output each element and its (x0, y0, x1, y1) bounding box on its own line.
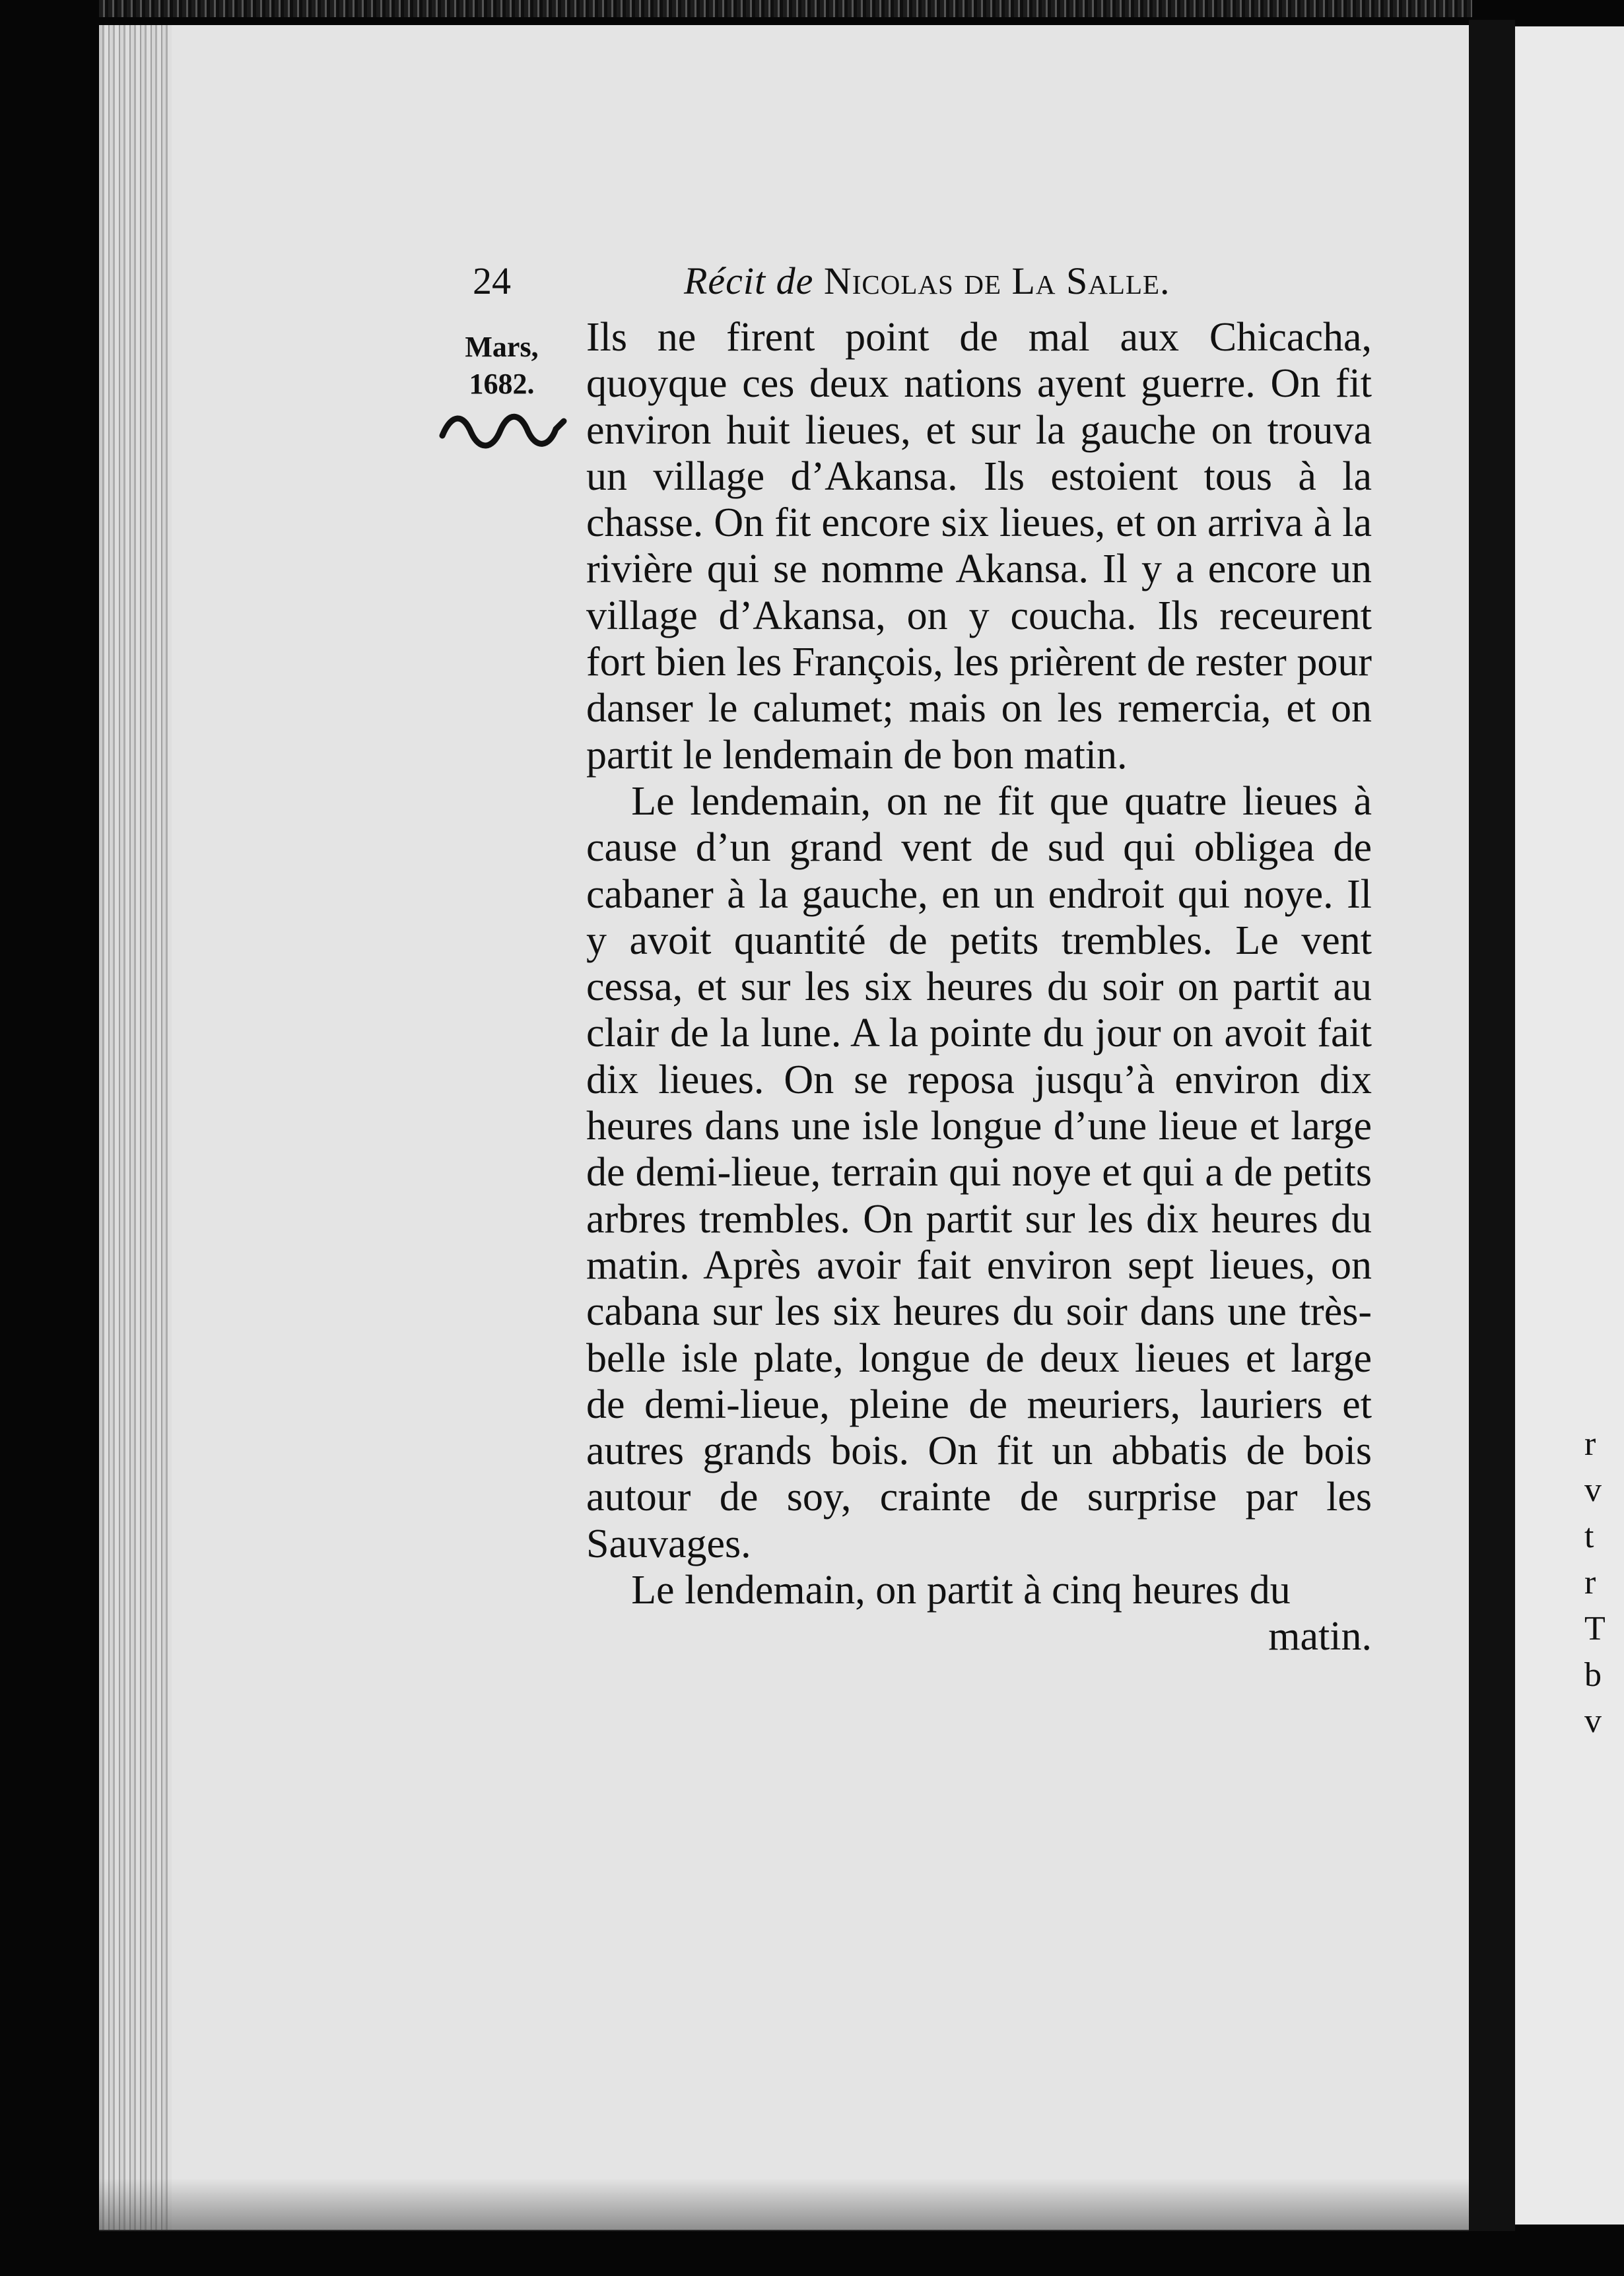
paragraph: Le lendemain, on partit à cinq heures du (631, 1568, 1291, 1613)
page-bottom-shadow (99, 2178, 1499, 2231)
facing-page (1515, 26, 1624, 2225)
running-title-author: Nicolas de La Salle. (823, 259, 1170, 302)
running-title-italic: Récit de (684, 259, 814, 302)
wave-ornament (437, 404, 569, 450)
facing-page-letter: r (1584, 1425, 1596, 1463)
scan-edge-top (99, 0, 1472, 17)
margin-year: 1682. (469, 368, 535, 400)
book-gutter (1469, 20, 1515, 2231)
facing-page-letter: t (1584, 1518, 1594, 1555)
paragraph: Le lendemain, on ne fit que quatre lieues à cause d’un grand vent de sud qui obligea de cabaner à la gauche, en un endroit qui noye. Il y avoit quantité de petits trembles. Le vent cessa, et sur les six heures du soir on partit au clair de la lune. A la pointe du jour on avoit fait dix lieues. On se reposa jusqu’à environ dix heures dans une isle longue d’une lieue et large de demi-lieue, terrain qui noye et qui a de petits arbres trembles. On partit sur les dix heures du matin. Après avoir fait environ sept lieues, on cabana sur les six heures du soir dans une très-belle isle plate, longue de deux lieues et large de demi-lieue, pleine de meuriers, lauriers et autres grands bois. On fit un abbatis de bois autour de soy, crainte de surprise par les Sauvages. (586, 778, 1372, 1566)
facing-page-letter: v (1584, 1702, 1602, 1740)
facing-page-letter: T (1584, 1610, 1606, 1648)
running-title (684, 259, 1170, 303)
facing-page-letter: b (1584, 1656, 1602, 1694)
running-header (473, 259, 1265, 305)
paragraph: Ils ne firent point de mal aux Chicacha, quoyque ces deux nations ayent guerre. On fit environ huit lieues, et sur la gauche on trouva un village d’Akansa. Ils estoient tous à la chasse. On fit encore six lieues, et on arriva à la rivière qui se nomme Akansa. Il y a encore un village d’Akansa, on y coucha. Ils receurent fort bien les François, les prièrent de rester pour danser le calumet; mais on les remercia, et on partit le lendemain de bon matin. (586, 315, 1372, 778)
body-text (586, 314, 1372, 1660)
closing-word: matin. (1268, 1614, 1372, 1659)
facing-page-letter: v (1584, 1471, 1602, 1509)
page-number: 24 (473, 259, 511, 302)
facing-page-letter: r (1584, 1564, 1596, 1601)
page-edge-stack (99, 25, 172, 2230)
marginal-date-note (456, 329, 548, 403)
margin-month: Mars, (465, 331, 539, 363)
